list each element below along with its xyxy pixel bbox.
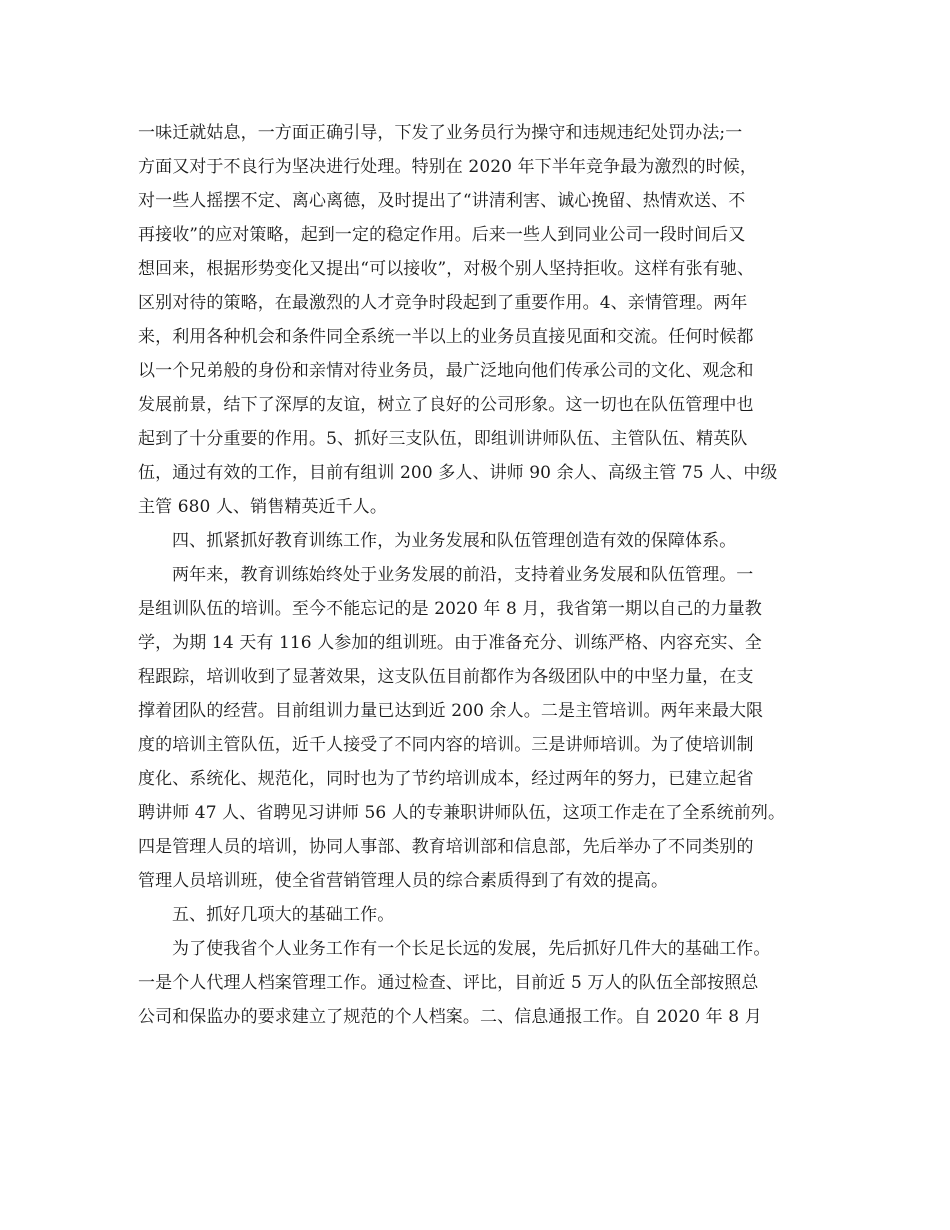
- text-line: 以一个兄弟般的身份和亲情对待业务员，最广泛地向他们传承公司的文化、观念和: [138, 361, 754, 381]
- text-line: 五、抓好几项大的基础工作。: [172, 905, 395, 925]
- text-line: 度化、系统化、规范化，同时也为了节约培训成本，经过两年的努力，已建立起省: [138, 769, 754, 789]
- text-line: 一是个人代理人档案管理工作。通过检查、评比，目前近 5 万人的队伍全部按照总: [138, 973, 759, 993]
- text-line: 为了使我省个人业务工作有一个长足长远的发展，先后抓好几件大的基础工作。: [172, 939, 771, 959]
- text-line: 来，利用各种机会和条件同全系统一半以上的业务员直接见面和交流。任何时候都: [138, 327, 754, 347]
- text-line: 方面又对于不良行为坚决进行处理。特别在 2020 年下半年竞争最为激烈的时候，: [138, 157, 757, 177]
- text-line: 管理人员培训班，使全省营销管理人员的综合素质得到了有效的提高。: [138, 871, 669, 891]
- text-line: 度的培训主管队伍，近千人接受了不同内容的培训。三是讲师培训。为了使培训制: [138, 735, 754, 755]
- text-line: 公司和保监办的要求建立了规范的个人档案。二、信息通报工作。自 2020 年 8 月: [138, 1007, 762, 1027]
- text-line: 对一些人摇摆不定、离心离德，及时提出了“讲清利害、诚心挽留、热情欢送、不: [138, 191, 746, 211]
- text-line: 程跟踪，培训收到了显著效果，这支队伍目前都作为各级团队中的中坚力量，在支: [138, 667, 754, 687]
- text-line: 聘讲师 47 人、省聘见习讲师 56 人的专兼职讲师队伍，这项工作走在了全系统前列。: [138, 803, 786, 823]
- text-line: 一味迁就姑息，一方面正确引导，下发了业务员行为操守和违规违纪处罚办法;一: [138, 123, 743, 143]
- text-line: 伍，通过有效的工作，目前有组训 200 多人、讲师 90 余人、高级主管 75 人、中级: [138, 463, 778, 483]
- text-line: 起到了十分重要的作用。5、抓好三支队伍，即组训讲师队伍、主管队伍、精英队: [138, 429, 748, 449]
- text-line: 想回来，根据形势变化又提出“可以接收”，对极个别人坚持拒收。这样有张有驰、: [138, 259, 755, 279]
- text-line: 区别对待的策略，在最激烈的人才竞争时段起到了重要作用。4、亲情管理。两年: [138, 293, 748, 313]
- text-line: 两年来，教育训练始终处于业务发展的前沿，支持着业务发展和队伍管理。一: [172, 565, 754, 585]
- text-line: 主管 680 人、销售精英近千人。: [138, 497, 387, 517]
- document-body: [138, 116, 818, 1034]
- text-line: 发展前景，结下了深厚的友谊，树立了良好的公司形象。这一切也在队伍管理中也: [138, 395, 754, 415]
- text-line: 四是管理人员的培训，协同人事部、教育培训部和信息部，先后举办了不同类别的: [138, 837, 754, 857]
- text-line: 再接收”的应对策略，起到一定的稳定作用。后来一些人到同业公司一段时间后又: [138, 225, 746, 245]
- text-line: 四、抓紧抓好教育训练工作，为业务发展和队伍管理创造有效的保障体系。: [172, 531, 737, 551]
- text-line: 是组训队伍的培训。至今不能忘记的是 2020 年 8 月，我省第一期以自己的力量教: [138, 599, 762, 619]
- text-line: 学，为期 14 天有 116 人参加的组训班。由于准备充分、训练严格、内容充实、全: [138, 633, 762, 653]
- text-line: 撑着团队的经营。目前组训力量已达到近 200 余人。二是主管培训。两年来最大限: [138, 701, 764, 721]
